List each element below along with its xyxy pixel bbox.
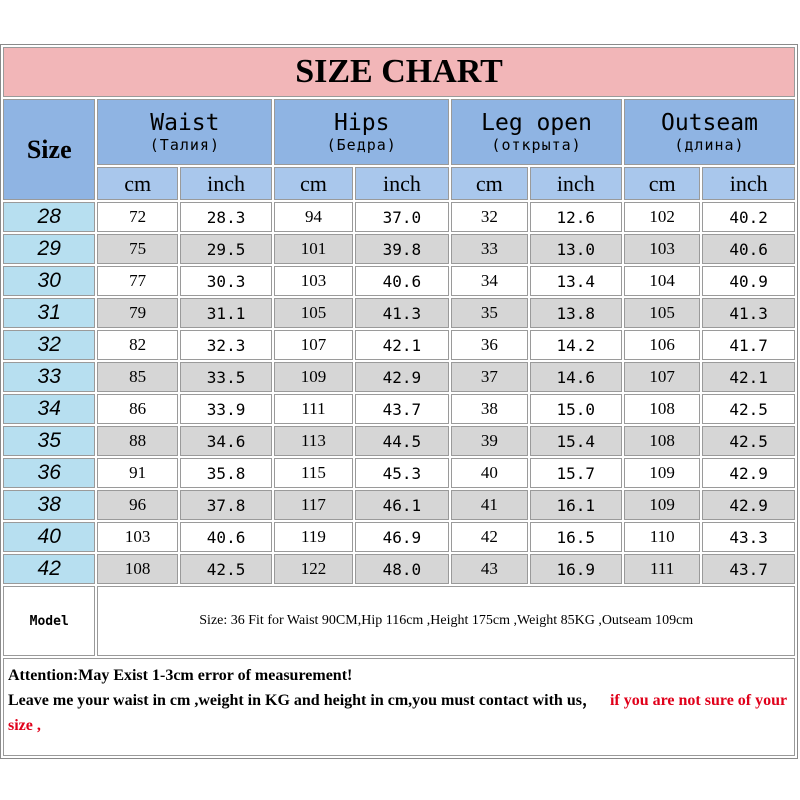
waist-cm-cell: 72 bbox=[97, 202, 177, 232]
size-cell: 32 bbox=[3, 330, 95, 360]
table-row bbox=[3, 202, 795, 232]
hips-header-label: Hips bbox=[334, 110, 390, 137]
hips-inch-cell: 46.9 bbox=[355, 522, 449, 552]
unit-header-inch: inch bbox=[355, 167, 449, 200]
waist-cm-cell: 82 bbox=[97, 330, 177, 360]
leg-open-cm-cell: 35 bbox=[451, 298, 527, 328]
leg-open-inch-cell: 16.5 bbox=[530, 522, 622, 552]
table-row bbox=[3, 266, 795, 296]
table-row bbox=[3, 426, 795, 456]
hips-cm-cell: 122 bbox=[274, 554, 352, 584]
leg-open-inch-cell: 15.0 bbox=[530, 394, 622, 424]
outseam-inch-cell: 43.3 bbox=[702, 522, 795, 552]
outseam-header-label: Outseam bbox=[661, 110, 758, 137]
leg-open-header-label: Leg open bbox=[481, 110, 592, 137]
leg-open-cm-cell: 37 bbox=[451, 362, 527, 392]
table-row bbox=[3, 490, 795, 520]
outseam-cm-cell: 105 bbox=[624, 298, 700, 328]
model-label: Model bbox=[3, 586, 95, 656]
outseam-cm-cell: 102 bbox=[624, 202, 700, 232]
waist-inch-cell: 33.5 bbox=[180, 362, 272, 392]
outseam-cm-cell: 111 bbox=[624, 554, 700, 584]
hips-inch-cell: 41.3 bbox=[355, 298, 449, 328]
outseam-header-sub: (длина) bbox=[674, 135, 745, 154]
size-cell: 28 bbox=[3, 202, 95, 232]
waist-cm-cell: 75 bbox=[97, 234, 177, 264]
outseam-cm-cell: 108 bbox=[624, 426, 700, 456]
unit-header-inch: inch bbox=[530, 167, 622, 200]
unit-header-inch: inch bbox=[702, 167, 795, 200]
hips-cm-cell: 103 bbox=[274, 266, 352, 296]
waist-inch-cell: 28.3 bbox=[180, 202, 272, 232]
hips-cm-cell: 117 bbox=[274, 490, 352, 520]
model-info: Size: 36 Fit for Waist 90CM,Hip 116cm ,Height 175cm ,Weight 85KG ,Outseam 109cm bbox=[97, 586, 795, 656]
attention-note: Attention:May Exist 1-3cm error of measurement! bbox=[8, 667, 353, 684]
leg-open-cm-cell: 40 bbox=[451, 458, 527, 488]
hips-cm-cell: 111 bbox=[274, 394, 352, 424]
hips-cm-cell: 107 bbox=[274, 330, 352, 360]
size-cell: 30 bbox=[3, 266, 95, 296]
hips-cm-cell: 113 bbox=[274, 426, 352, 456]
outseam-inch-cell: 41.7 bbox=[702, 330, 795, 360]
size-chart-table bbox=[0, 44, 798, 759]
outseam-inch-cell: 42.5 bbox=[702, 394, 795, 424]
size-cell: 40 bbox=[3, 522, 95, 552]
outseam-inch-cell: 42.9 bbox=[702, 458, 795, 488]
waist-cm-cell: 103 bbox=[97, 522, 177, 552]
hips-inch-cell: 39.8 bbox=[355, 234, 449, 264]
outseam-cm-cell: 107 bbox=[624, 362, 700, 392]
hips-inch-cell: 45.3 bbox=[355, 458, 449, 488]
outseam-inch-cell: 42.9 bbox=[702, 490, 795, 520]
size-cell: 34 bbox=[3, 394, 95, 424]
table-row bbox=[3, 394, 795, 424]
leg-open-inch-cell: 16.1 bbox=[530, 490, 622, 520]
size-cell: 35 bbox=[3, 426, 95, 456]
table-row bbox=[3, 298, 795, 328]
hips-inch-cell: 46.1 bbox=[355, 490, 449, 520]
table-row bbox=[3, 522, 795, 552]
size-cell: 29 bbox=[3, 234, 95, 264]
table-row bbox=[3, 330, 795, 360]
leg-open-inch-cell: 13.4 bbox=[530, 266, 622, 296]
unit-header-cm: cm bbox=[451, 167, 527, 200]
waist-cm-cell: 91 bbox=[97, 458, 177, 488]
waist-cm-cell: 77 bbox=[97, 266, 177, 296]
waist-header-label: Waist bbox=[150, 110, 220, 137]
waist-header bbox=[97, 99, 272, 165]
leg-open-cm-cell: 33 bbox=[451, 234, 527, 264]
hips-cm-cell: 94 bbox=[274, 202, 352, 232]
waist-inch-cell: 30.3 bbox=[180, 266, 272, 296]
hips-cm-cell: 101 bbox=[274, 234, 352, 264]
outseam-cm-cell: 109 bbox=[624, 490, 700, 520]
leg-open-cm-cell: 43 bbox=[451, 554, 527, 584]
size-cell: 31 bbox=[3, 298, 95, 328]
waist-cm-cell: 108 bbox=[97, 554, 177, 584]
waist-inch-cell: 37.8 bbox=[180, 490, 272, 520]
unit-header-cm: cm bbox=[97, 167, 177, 200]
waist-inch-cell: 42.5 bbox=[180, 554, 272, 584]
leg-open-cm-cell: 32 bbox=[451, 202, 527, 232]
size-cell: 42 bbox=[3, 554, 95, 584]
hips-header-sub: (Бедра) bbox=[326, 135, 397, 154]
outseam-inch-cell: 40.2 bbox=[702, 202, 795, 232]
hips-header bbox=[274, 99, 449, 165]
size-cell: 33 bbox=[3, 362, 95, 392]
waist-inch-cell: 31.1 bbox=[180, 298, 272, 328]
leg-open-cm-cell: 42 bbox=[451, 522, 527, 552]
hips-inch-cell: 44.5 bbox=[355, 426, 449, 456]
table-row bbox=[3, 458, 795, 488]
outseam-inch-cell: 43.7 bbox=[702, 554, 795, 584]
leg-open-inch-cell: 16.9 bbox=[530, 554, 622, 584]
leg-open-inch-cell: 15.7 bbox=[530, 458, 622, 488]
outseam-cm-cell: 106 bbox=[624, 330, 700, 360]
outseam-cm-cell: 110 bbox=[624, 522, 700, 552]
outseam-inch-cell: 42.5 bbox=[702, 426, 795, 456]
waist-inch-cell: 29.5 bbox=[180, 234, 272, 264]
leg-open-cm-cell: 41 bbox=[451, 490, 527, 520]
waist-cm-cell: 88 bbox=[97, 426, 177, 456]
unsure-size-note: if you are not sure of your size , bbox=[8, 692, 787, 734]
waist-inch-cell: 33.9 bbox=[180, 394, 272, 424]
waist-inch-cell: 35.8 bbox=[180, 458, 272, 488]
leg-open-header bbox=[451, 99, 622, 165]
waist-inch-cell: 40.6 bbox=[180, 522, 272, 552]
leg-open-inch-cell: 12.6 bbox=[530, 202, 622, 232]
hips-inch-cell: 37.0 bbox=[355, 202, 449, 232]
hips-inch-cell: 43.7 bbox=[355, 394, 449, 424]
waist-inch-cell: 32.3 bbox=[180, 330, 272, 360]
unit-header-inch: inch bbox=[180, 167, 272, 200]
hips-cm-cell: 105 bbox=[274, 298, 352, 328]
leg-open-cm-cell: 38 bbox=[451, 394, 527, 424]
waist-cm-cell: 96 bbox=[97, 490, 177, 520]
unit-header-cm: cm bbox=[624, 167, 700, 200]
leg-open-inch-cell: 15.4 bbox=[530, 426, 622, 456]
leg-open-header-sub: (открыта) bbox=[491, 135, 582, 154]
hips-inch-cell: 42.9 bbox=[355, 362, 449, 392]
outseam-header bbox=[624, 99, 795, 165]
contact-note bbox=[8, 688, 790, 738]
waist-header-sub: (Талия) bbox=[149, 135, 220, 154]
size-cell: 36 bbox=[3, 458, 95, 488]
outseam-cm-cell: 109 bbox=[624, 458, 700, 488]
unit-header-cm: cm bbox=[274, 167, 352, 200]
leg-open-inch-cell: 13.8 bbox=[530, 298, 622, 328]
leg-open-inch-cell: 13.0 bbox=[530, 234, 622, 264]
leg-open-inch-cell: 14.2 bbox=[530, 330, 622, 360]
hips-cm-cell: 109 bbox=[274, 362, 352, 392]
chart-title: SIZE CHART bbox=[3, 47, 795, 97]
hips-inch-cell: 40.6 bbox=[355, 266, 449, 296]
outseam-cm-cell: 108 bbox=[624, 394, 700, 424]
hips-inch-cell: 42.1 bbox=[355, 330, 449, 360]
table-row bbox=[3, 234, 795, 264]
table-row bbox=[3, 554, 795, 584]
contact-note-text: Leave me your waist in cm ,weight in KG and height in cm,you must contact with us， bbox=[8, 692, 598, 709]
size-column-header: Size bbox=[3, 99, 95, 200]
notes-block bbox=[3, 658, 795, 756]
outseam-cm-cell: 103 bbox=[624, 234, 700, 264]
leg-open-cm-cell: 39 bbox=[451, 426, 527, 456]
leg-open-cm-cell: 36 bbox=[451, 330, 527, 360]
waist-inch-cell: 34.6 bbox=[180, 426, 272, 456]
outseam-inch-cell: 41.3 bbox=[702, 298, 795, 328]
outseam-inch-cell: 40.9 bbox=[702, 266, 795, 296]
outseam-inch-cell: 40.6 bbox=[702, 234, 795, 264]
hips-inch-cell: 48.0 bbox=[355, 554, 449, 584]
waist-cm-cell: 86 bbox=[97, 394, 177, 424]
outseam-cm-cell: 104 bbox=[624, 266, 700, 296]
hips-cm-cell: 115 bbox=[274, 458, 352, 488]
waist-cm-cell: 79 bbox=[97, 298, 177, 328]
table-row bbox=[3, 362, 795, 392]
hips-cm-cell: 119 bbox=[274, 522, 352, 552]
leg-open-cm-cell: 34 bbox=[451, 266, 527, 296]
outseam-inch-cell: 42.1 bbox=[702, 362, 795, 392]
waist-cm-cell: 85 bbox=[97, 362, 177, 392]
leg-open-inch-cell: 14.6 bbox=[530, 362, 622, 392]
size-cell: 38 bbox=[3, 490, 95, 520]
